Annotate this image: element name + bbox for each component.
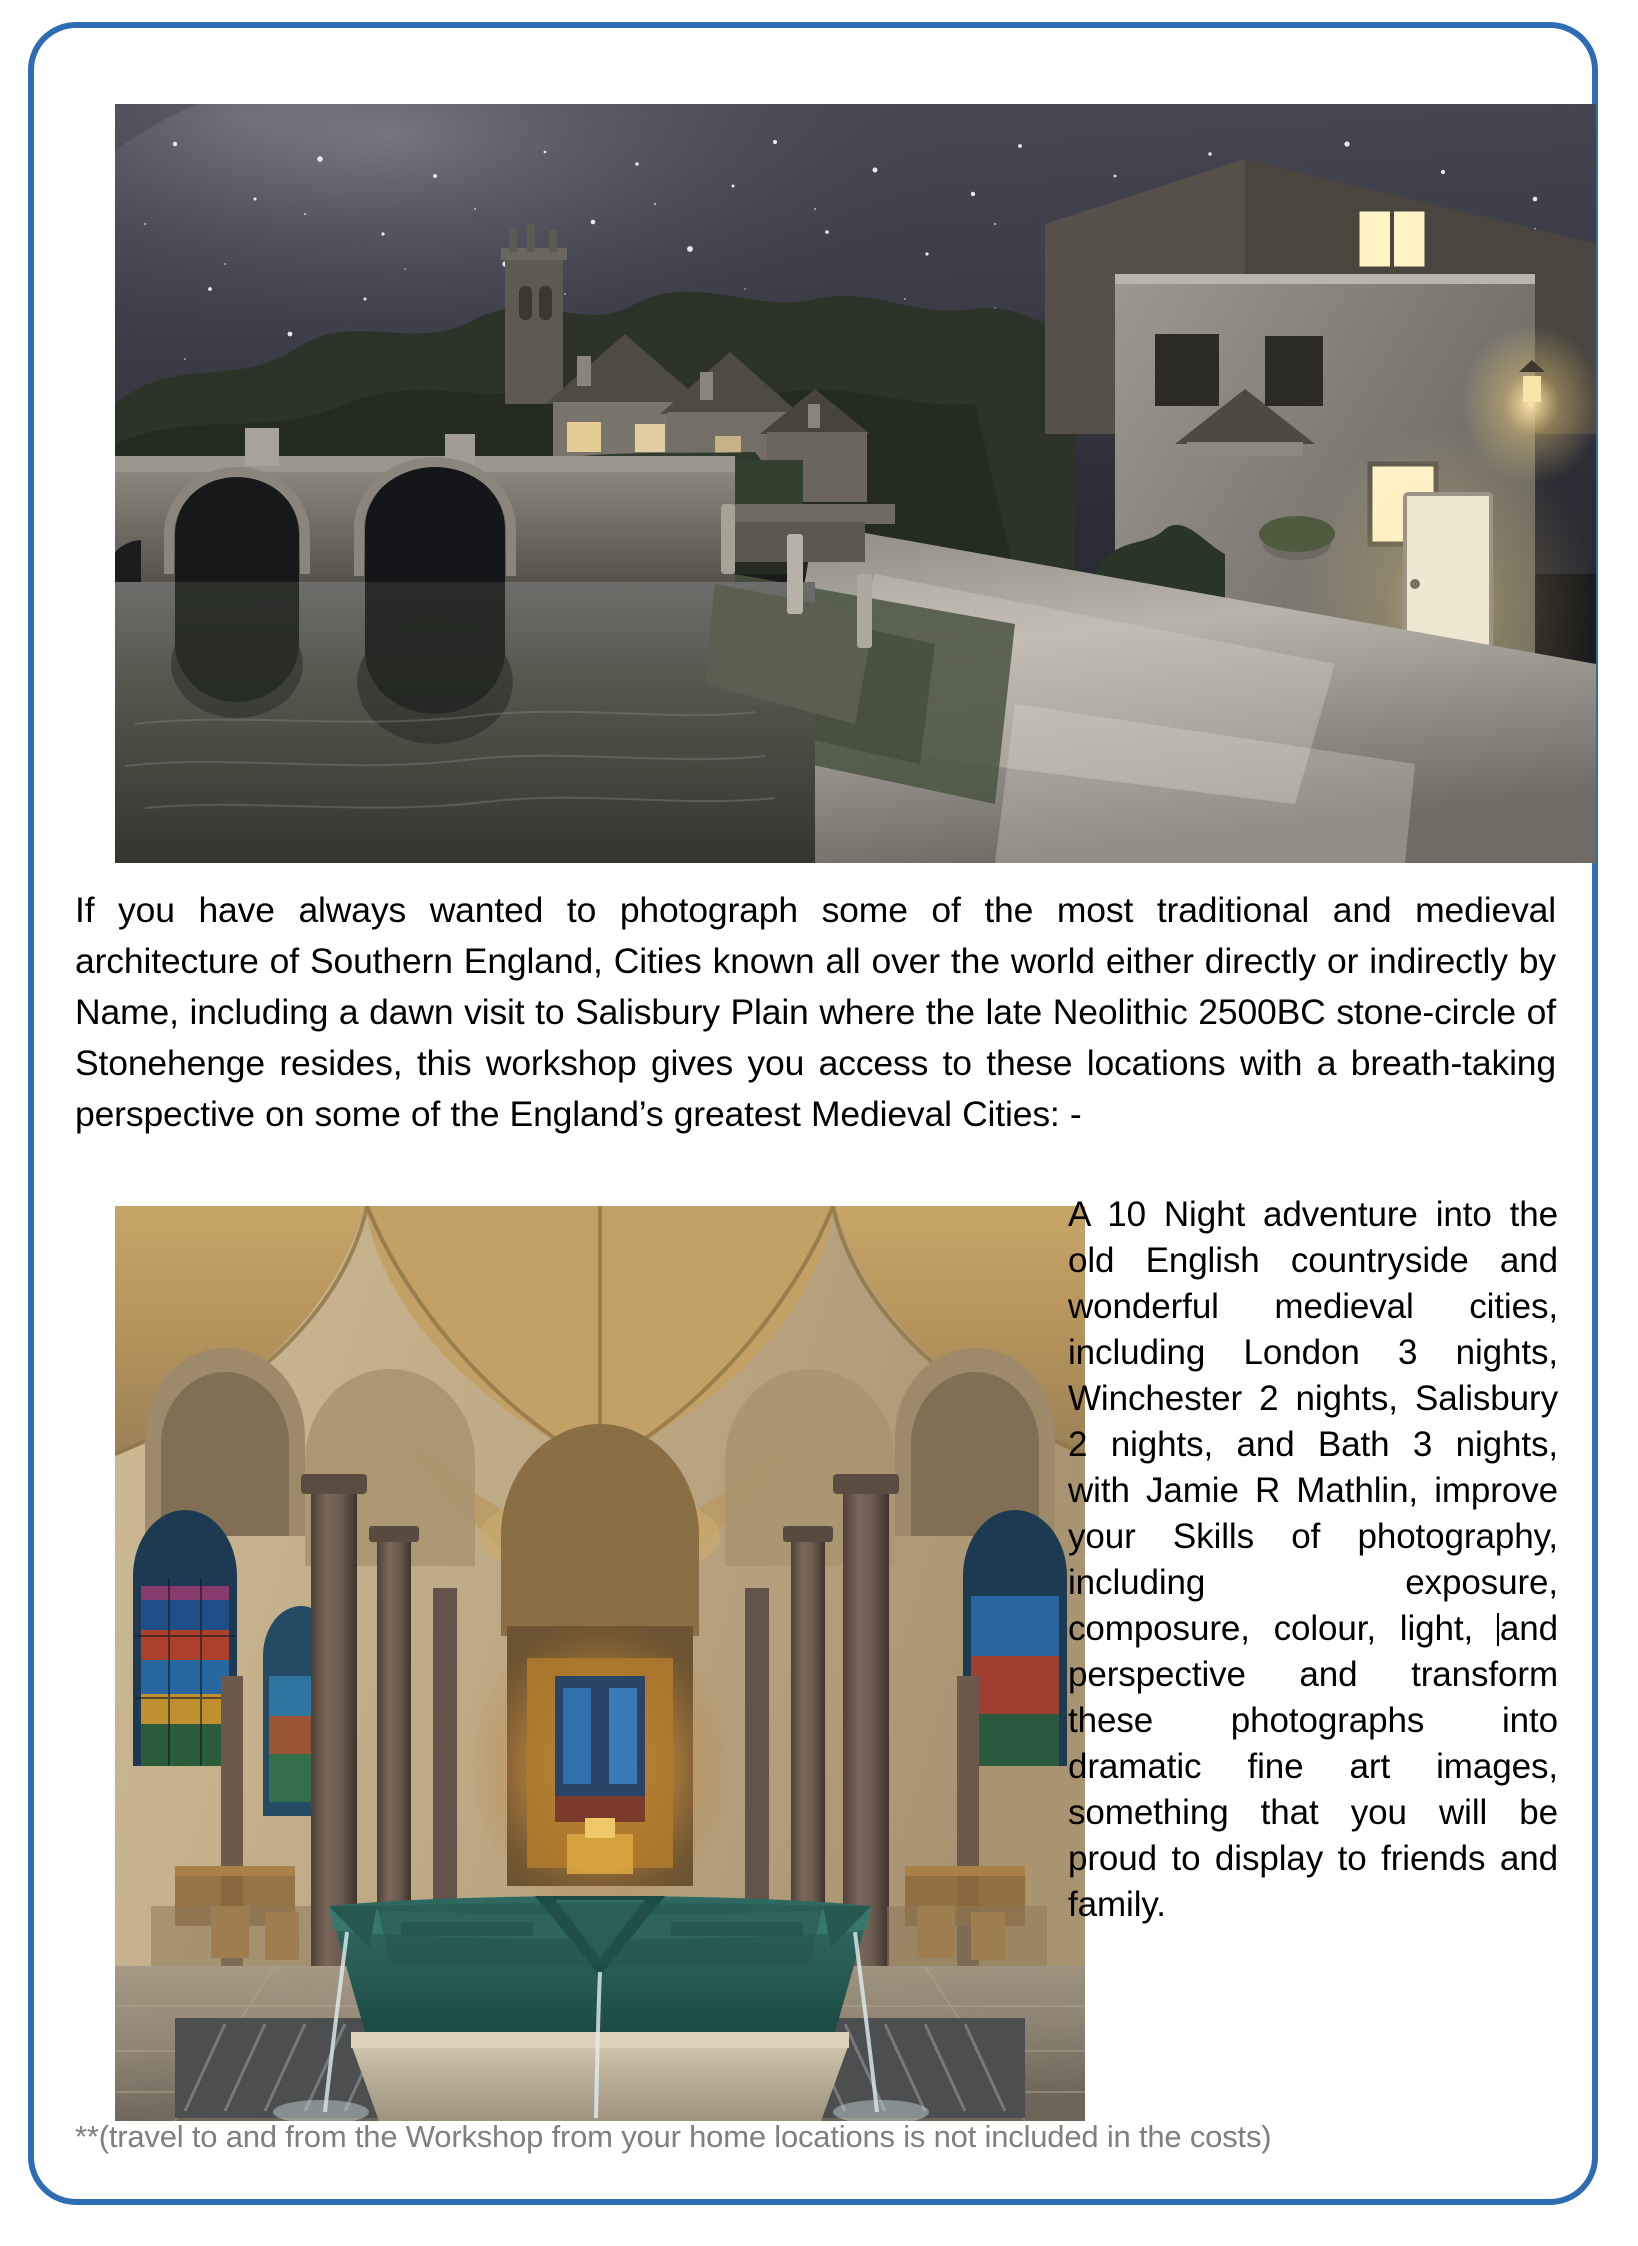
text-caret bbox=[1497, 1613, 1499, 1646]
side-column-text bbox=[1068, 1192, 1558, 1928]
intro-paragraph bbox=[75, 885, 1556, 1140]
choir-altar bbox=[470, 1424, 730, 1916]
village-night-illustration bbox=[115, 104, 1596, 863]
intro-paragraph-text: If you have always wanted to photograph some of the most traditional and medieval architecture of Southern England, Cities known all over the world either directly or indirectly by Name, including a dawn visit to Salisbury Plain where the late Neolithic 2500BC stone-circle of Stonehenge resides, this workshop gives you access to these locations with a breath-taking perspective on some of the England’s greatest Medieval Cities: - bbox=[75, 890, 1556, 1134]
cathedral-interior-illustration bbox=[115, 1206, 1085, 2121]
footnote-text: **(travel to and from the Workshop from your home locations is not included in the costs) bbox=[75, 2119, 1272, 2154]
side-text-part2: and perspective and transform these photographs into dramatic fine art images, something that you will be proud to display to friends and family. bbox=[1068, 1609, 1558, 1924]
cathedral-interior-photo bbox=[115, 1206, 1085, 2121]
side-column-paragraph bbox=[1068, 1192, 1558, 1928]
church-tower bbox=[501, 224, 567, 404]
footnote bbox=[75, 2117, 1405, 2157]
village-night-photo bbox=[115, 104, 1596, 863]
cathedral-font bbox=[273, 1896, 929, 2121]
side-text-part1: A 10 Night adventure into the old English countryside and wonderful medieval cities, including London 3 nights, Winchester 2 nights, Salisbury 2 nights, and Bath 3 nights, with Jamie R Mathlin, improve your Skills of photography, including exposure, composure, colour, light, bbox=[1068, 1195, 1558, 1648]
